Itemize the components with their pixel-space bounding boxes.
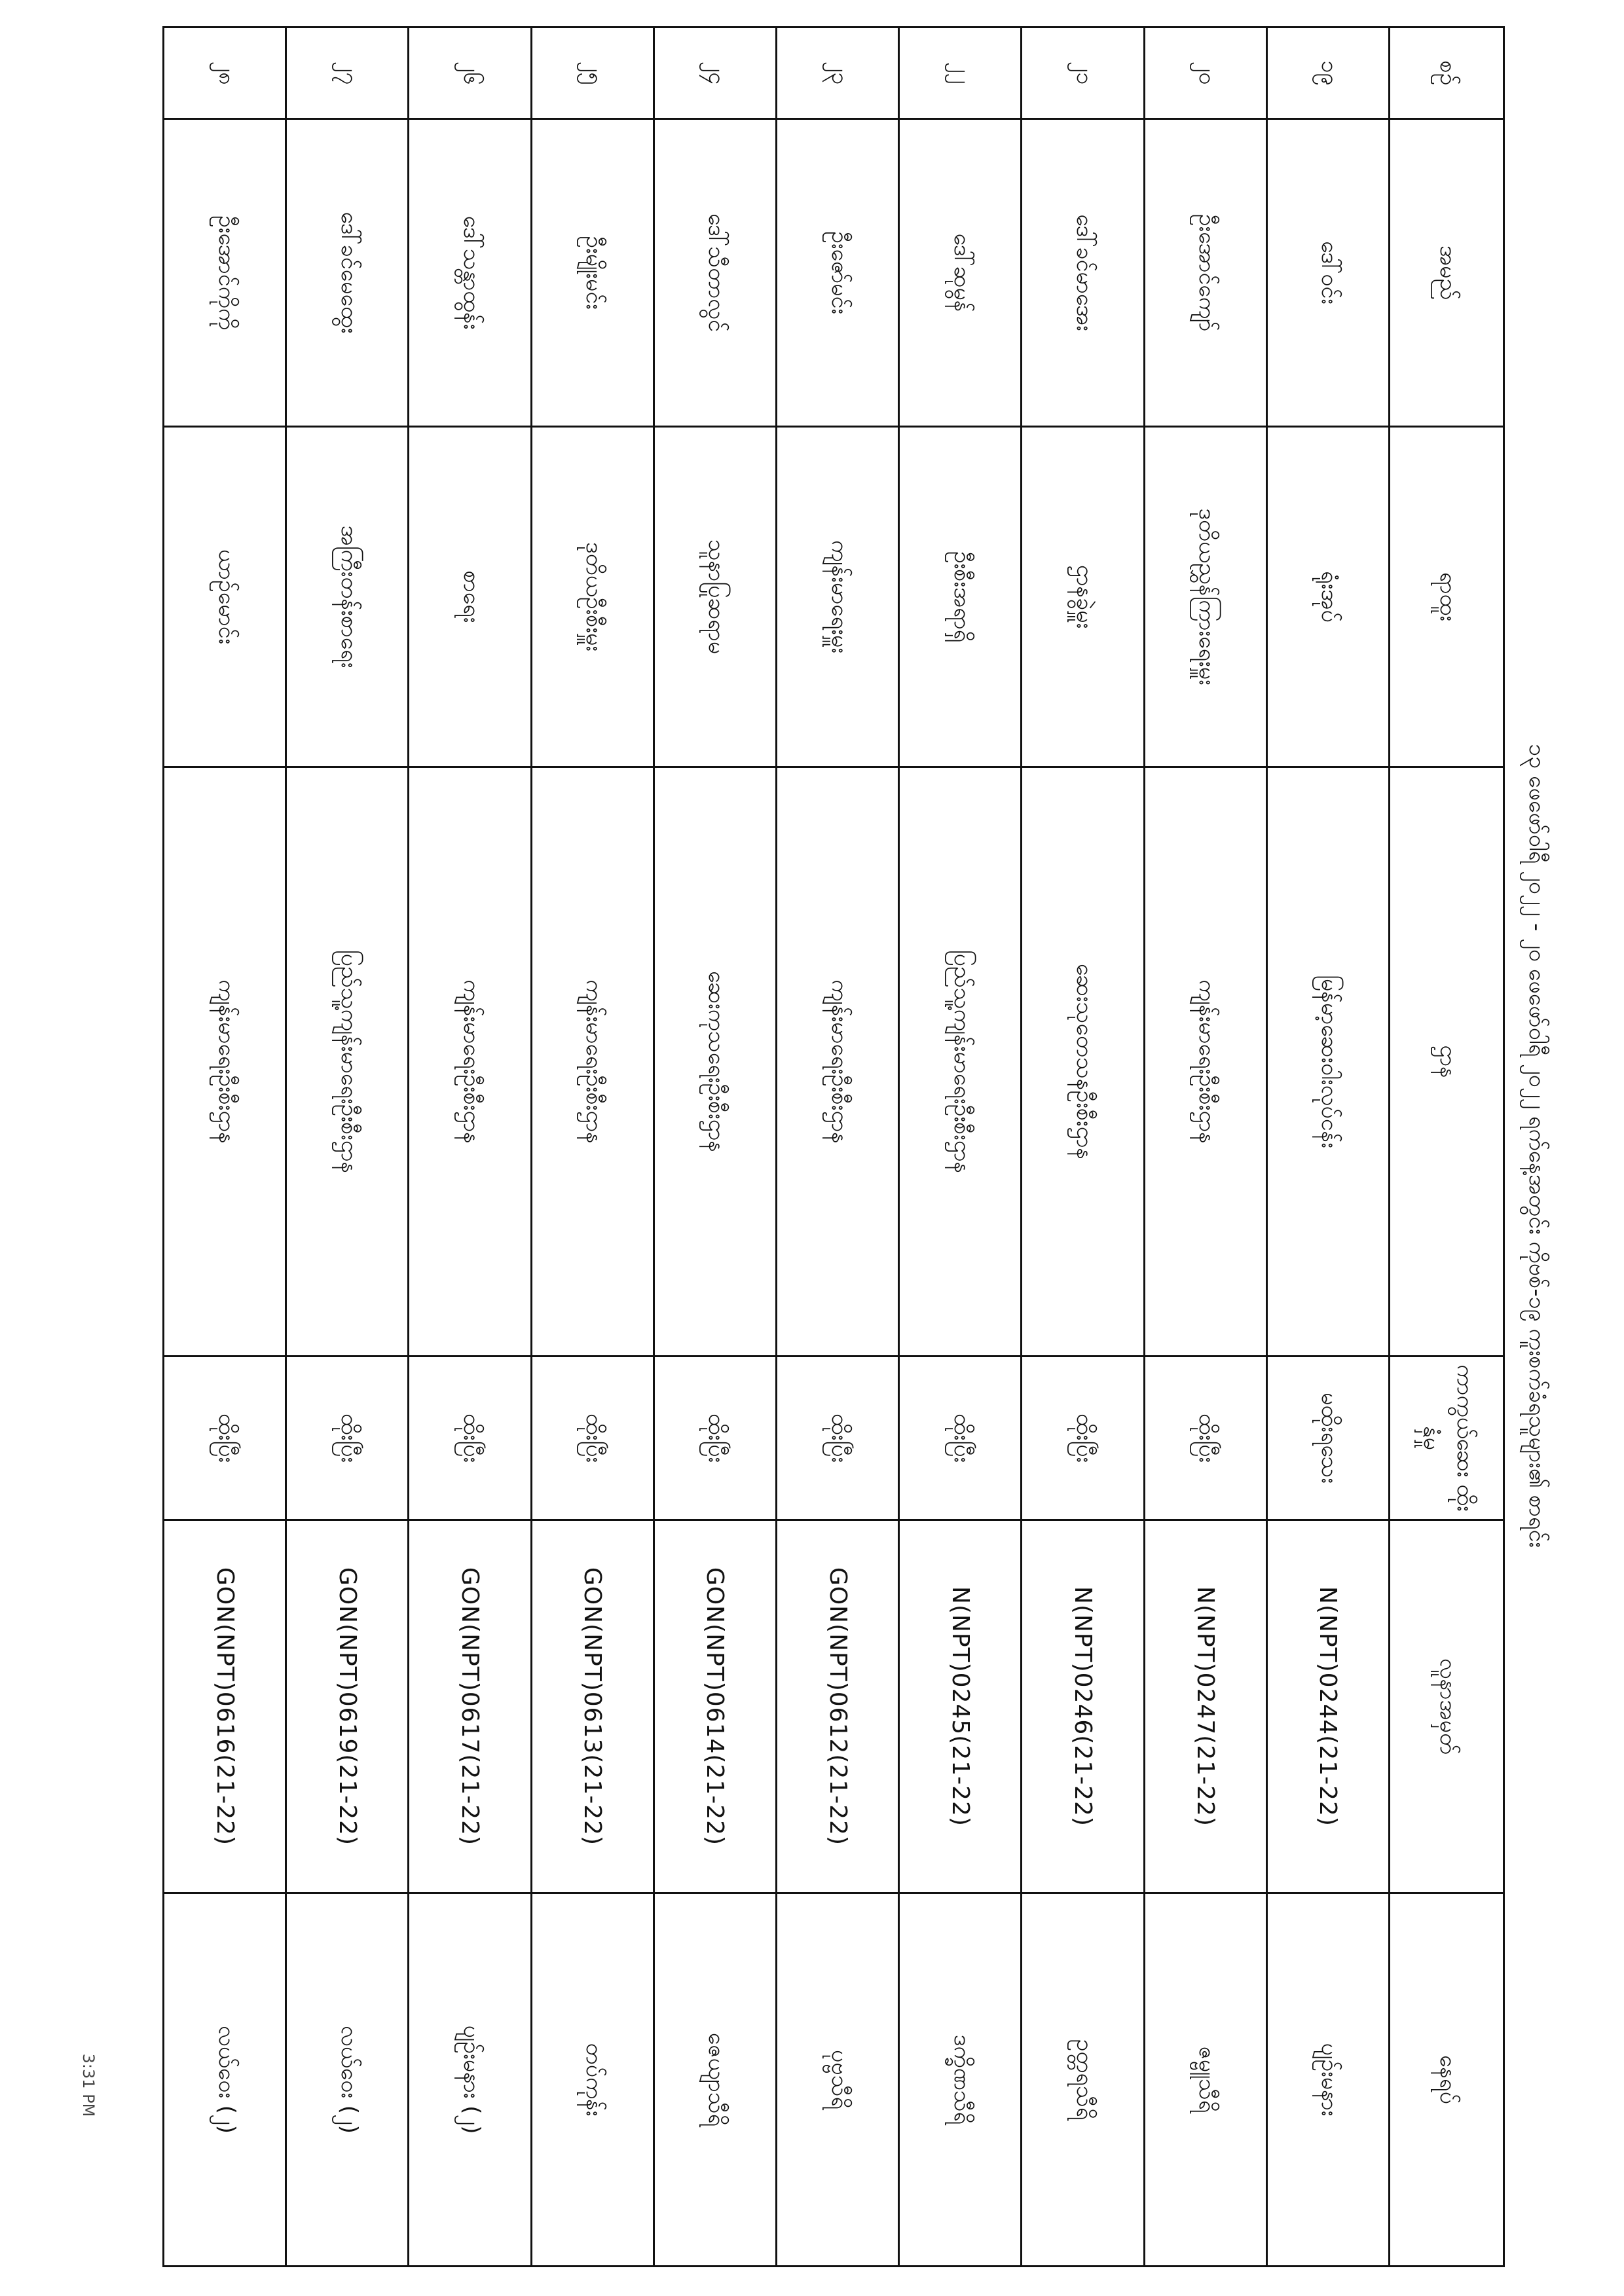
cell-name: ဒေါ်သီတာလွင်	[654, 119, 776, 427]
rotated-table-frame	[162, 26, 1505, 2265]
cell-place: တပ်ကုန်း	[531, 1893, 654, 2267]
cell-no: ၂၆	[409, 27, 531, 119]
cell-type: မထိုးရသေး	[1266, 1357, 1389, 1520]
cell-type: ထိုးပြီး	[531, 1357, 654, 1520]
cell-case-id: GON(NPT)0616(21-22)	[164, 1520, 286, 1893]
cell-position: ဌာနခွဲမှူး	[1022, 427, 1144, 767]
cell-department: ဆေးသုတေသနဦးစီးဌာန	[1022, 767, 1144, 1357]
cell-department: ဆေးကုသရေးဦးစီးဌာန	[654, 767, 776, 1357]
cell-no: ၂၇	[286, 27, 409, 119]
caption-container	[1514, 26, 1560, 2265]
cell-place: ဥတ္တရသီရိ	[1022, 1893, 1144, 2267]
cell-no: ၁၉	[1266, 27, 1389, 119]
cell-place: ဇမ္ဗူသီရိ	[1144, 1893, 1266, 2267]
table-header-row	[1390, 27, 1504, 2267]
cell-position: စာရေး	[409, 427, 531, 767]
cell-case-id: GON(NPT)0613(21-22)	[531, 1520, 654, 1893]
header-case-id: လူနာအမှတ်	[1390, 1520, 1504, 1893]
cell-position: ဦးစီးအရာရှိ	[899, 427, 1022, 767]
header-department: ဌာန	[1390, 767, 1504, 1357]
table-row	[899, 27, 1022, 2267]
table-row	[654, 27, 776, 2267]
cell-department: ကျန်းမာရေးဦးစီးဌာန	[777, 767, 899, 1357]
cell-position: သူနာပြုဆရာမ	[654, 427, 776, 767]
table-row	[286, 27, 409, 2267]
cell-case-id: N(NPT)0245(21-22)	[899, 1520, 1022, 1893]
cell-place: လယ်ဝေး (၂)	[164, 1893, 286, 2267]
header-type: ကာကွယ်ဆေး ထိုးနှံမှု	[1390, 1357, 1504, 1520]
table-row	[164, 27, 286, 2267]
cell-type: ထိုးပြီး	[164, 1357, 286, 1520]
cell-name: ဦးအောင်ကျော်	[1144, 119, 1266, 427]
cell-type: ထိုးပြီး	[409, 1357, 531, 1520]
case-list-table	[162, 26, 1505, 2267]
table-caption: ၁၃ ဖေဖော်ဝါရီ ၂၀၂၂ - ၂၀ ဖေဖော်ဝါရီ ၂၀၂၂ ရက်နေ့အတွင်း ကိုဗစ်-၁၉ ကူးစက်ခံရသူများ၏ စာရင်း	[1524, 744, 1550, 1548]
table-container	[162, 26, 1505, 2265]
cell-place: ပျဉ်းမနား	[1266, 1893, 1389, 2267]
cell-type: ထိုးပြီး	[654, 1357, 776, 1520]
cell-name: ဒေါ်ဆုမွန်	[899, 119, 1022, 427]
cell-name: ဒေါ်ခင်မေထွေး	[286, 119, 409, 427]
table-row	[1022, 27, 1144, 2267]
cell-position: ဒုတိယညွှန်ကြားရေးမှူး	[1144, 427, 1266, 767]
cell-type: ထိုးပြီး	[1144, 1357, 1266, 1520]
cell-position: ရုံးအုပ်	[1266, 427, 1389, 767]
cell-place: ပုဗ္ဗသီရိ	[777, 1893, 899, 2267]
cell-no: ၂၈	[164, 27, 286, 119]
table-row	[1266, 27, 1389, 2267]
cell-department: ကျန်းမာရေးဦးစီးဌာန	[409, 767, 531, 1357]
cell-case-id: GON(NPT)0617(21-22)	[409, 1520, 531, 1893]
cell-case-id: GON(NPT)0612(21-22)	[777, 1520, 899, 1893]
cell-department: ပြည်သူ့ကျန်းမာရေးဦးစီးဌာန	[899, 767, 1022, 1357]
cell-place: လယ်ဝေး (၂)	[286, 1893, 409, 2267]
header-no: စဉ်	[1390, 27, 1504, 119]
cell-name: ဦးအောင်ကိုကို	[164, 119, 286, 427]
header-name: အမည်	[1390, 119, 1504, 427]
cell-name: ဒေါ်သန္တာထွန်း	[409, 119, 531, 427]
cell-no: ၂၁	[1022, 27, 1144, 119]
cell-name: ဒေါ်ဝင်း	[1266, 119, 1389, 427]
cell-type: ထိုးပြီး	[899, 1357, 1022, 1520]
cell-place: ဒက္ခိဏသီရိ	[899, 1893, 1022, 2267]
cell-name: ဦးဇော်မင်း	[777, 119, 899, 427]
cell-case-id: N(NPT)0244(21-22)	[1266, 1520, 1389, 1893]
print-timestamp: 3:31 PM	[79, 2053, 98, 2117]
cell-position: အကြီးတန်းစာရေး	[286, 427, 409, 767]
cell-position: ကျန်းမာရေးမှူး	[777, 427, 899, 767]
cell-no: ၂၅	[531, 27, 654, 119]
cell-name: ဦးမျိုးမင်း	[531, 119, 654, 427]
cell-case-id: GON(NPT)0619(21-22)	[286, 1520, 409, 1893]
table-row	[777, 27, 899, 2267]
cell-no: ၂၀	[1144, 27, 1266, 119]
cell-case-id: GON(NPT)0614(21-22)	[654, 1520, 776, 1893]
cell-no: ၂၃	[777, 27, 899, 119]
header-place: နေရပ်	[1390, 1893, 1504, 2267]
cell-place: ပျဉ်းမနား (၂)	[409, 1893, 531, 2267]
cell-department: ကျန်းမာရေးဦးစီးဌာန	[1144, 767, 1266, 1357]
cell-type: ထိုးပြီး	[1022, 1357, 1144, 1520]
cell-department: ကျန်းမာရေးဦးစီးဌာန	[531, 767, 654, 1357]
cell-no: ၂၄	[654, 27, 776, 119]
cell-case-id: N(NPT)0247(21-22)	[1144, 1520, 1266, 1893]
table-row	[531, 27, 654, 2267]
cell-position: ဒုတိယဦးစီးမှူး	[531, 427, 654, 767]
cell-no: ၂၂	[899, 27, 1022, 119]
table-row	[409, 27, 531, 2267]
cell-department: ပြည်သူ့ကျန်းမာရေးဦးစီးဌာန	[286, 767, 409, 1357]
cell-place: ဇေယျာသီရိ	[654, 1893, 776, 2267]
header-position: ရာထူး	[1390, 427, 1504, 767]
cell-department: ကျန်းမာရေးဦးစီးဌာန	[164, 767, 286, 1357]
table-row	[1144, 27, 1266, 2267]
cell-name: ဒေါ်ခင်မာအေး	[1022, 119, 1144, 427]
cell-type: ထိုးပြီး	[286, 1357, 409, 1520]
cell-case-id: N(NPT)0246(21-22)	[1022, 1520, 1144, 1893]
cell-type: ထိုးပြီး	[777, 1357, 899, 1520]
cell-department: မြန်မာ့ဆေးဝါးလုပ်ငန်း	[1266, 767, 1389, 1357]
cell-position: ယာဉ်မောင်း	[164, 427, 286, 767]
